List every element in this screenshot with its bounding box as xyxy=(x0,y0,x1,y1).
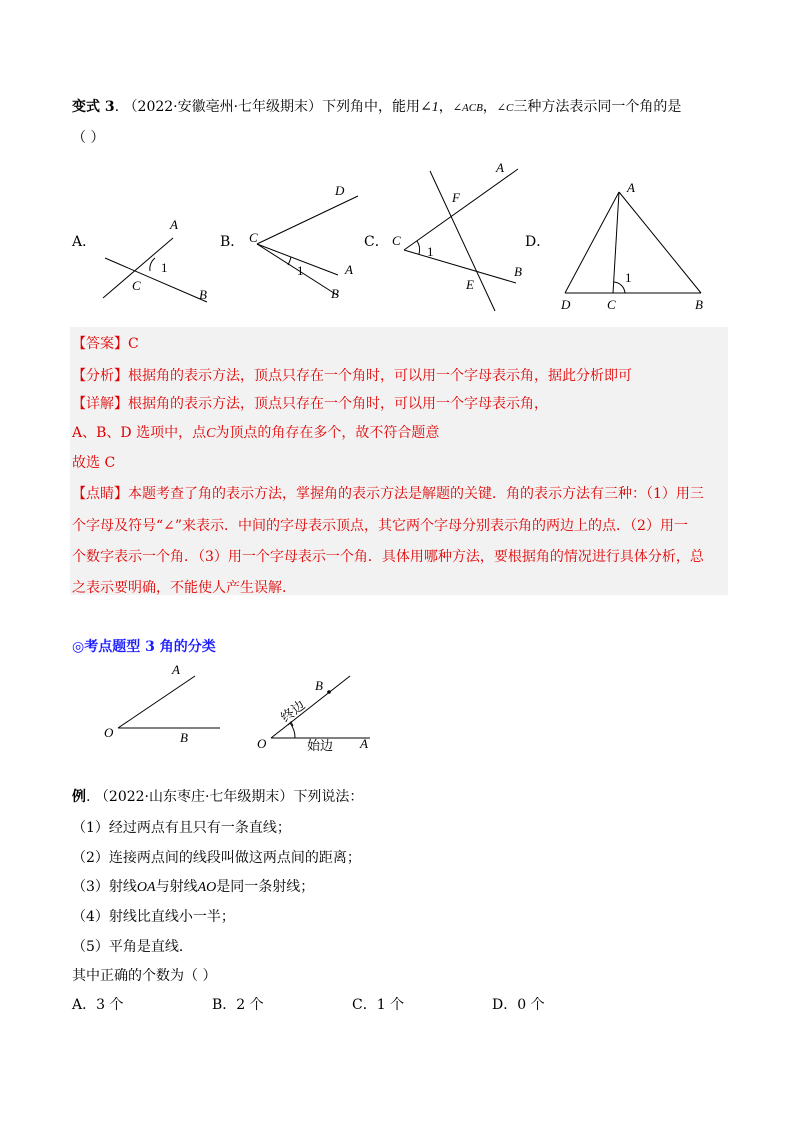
separator-2: ， xyxy=(482,99,497,115)
example-source: （2022·山东枣庄·七年级期末） xyxy=(94,789,294,805)
fig-b-point-a: A xyxy=(345,262,353,277)
figure-angle-rotation xyxy=(255,668,385,753)
fig-c-point-a: A xyxy=(496,160,504,175)
fig-rotation-point-b: B xyxy=(315,678,323,693)
section-heading xyxy=(72,637,216,657)
question-source: （2022·安徽亳州·七年级期末） xyxy=(123,99,323,115)
fig-rotation-point-a: A xyxy=(360,736,368,751)
detail-line-3: 故选 C xyxy=(72,455,116,471)
comment-line-1 xyxy=(72,484,704,504)
angle-symbol-1: ∠1 xyxy=(420,100,439,115)
ray-ao-symbol: AO xyxy=(197,880,217,895)
fig-a-angle-1: 1 xyxy=(161,260,168,275)
fig-c-point-c: C xyxy=(392,233,401,248)
fig-basic-point-b: B xyxy=(180,730,188,745)
fig-basic-point-a: A xyxy=(172,662,180,677)
statement-1: （1）经过两点有且只有一条直线； xyxy=(72,820,291,836)
fig-a-point-b: B xyxy=(199,287,207,302)
answer-line xyxy=(72,334,139,354)
detail-tag: 【详解】 xyxy=(72,396,128,412)
choice-b: B．2 个 xyxy=(212,997,264,1013)
statement-4: （4）射线比直线小一半； xyxy=(72,909,235,925)
answer-paren: （ ） xyxy=(72,130,105,146)
example-stem xyxy=(72,787,363,807)
fig-d-point-d: D xyxy=(561,297,571,312)
detail-line-2-symbol: C xyxy=(206,426,216,441)
fig-c-point-f: F xyxy=(452,190,460,205)
question-text-before: 下列角中，能用 xyxy=(322,99,421,115)
choice-d: D．0 个 xyxy=(492,997,545,1013)
example-text: 下列说法： xyxy=(293,789,364,805)
fig-c-point-b: B xyxy=(514,264,522,279)
comment-tag: 【点睛】 xyxy=(72,486,128,502)
start-side-label: 始边 xyxy=(307,738,334,753)
angle-symbol-acb: ∠ACB xyxy=(452,102,483,114)
ray-oa-symbol: OA xyxy=(136,880,156,895)
question-3-stem xyxy=(72,97,681,118)
answer-value: C xyxy=(128,336,139,352)
section-bullet-icon: ◎ xyxy=(72,639,85,655)
question-label: 变式 3 xyxy=(72,99,115,115)
analysis-tag: 【分析】 xyxy=(72,368,128,384)
comment-line-4: 之表示要明确，不能使人产生误解． xyxy=(72,580,296,596)
fig-a-point-a: A xyxy=(170,217,178,232)
fig-b-angle-1: 1 xyxy=(297,263,304,278)
example-label: 例 xyxy=(72,789,86,805)
example-question: 其中正确的个数为（ ） xyxy=(72,968,217,984)
fig-b-point-c: C xyxy=(249,230,258,245)
statement-3 xyxy=(72,877,314,898)
detail-text: 根据角的表示方法，顶点只存在一个角时，可以用一个字母表示角， xyxy=(128,396,548,412)
fig-d-point-a: A xyxy=(627,180,635,195)
option-b-label: B． xyxy=(220,234,245,250)
statement-5: （5）平角是直线． xyxy=(72,939,193,955)
end-side-label: 终边 xyxy=(277,697,308,725)
section-title: 考点题型 3 角的分类 xyxy=(84,639,216,655)
figure-option-d xyxy=(555,178,715,313)
option-d-label: D． xyxy=(525,234,551,250)
detail-line-2 xyxy=(72,423,439,444)
question-text-after: 三种方法表示同一个角的是 xyxy=(513,99,682,115)
separator-1: ， xyxy=(438,99,453,115)
analysis-line xyxy=(72,366,632,386)
choice-a: A．3 个 xyxy=(72,997,124,1013)
analysis-text: 根据角的表示方法，顶点只存在一个角时，可以用一个字母表示角，据此分析即可 xyxy=(128,368,632,384)
fig-basic-point-o: O xyxy=(104,725,114,740)
question-label-dot: . xyxy=(114,99,120,115)
figure-angle-basic xyxy=(100,660,225,745)
fig-c-point-e: E xyxy=(466,277,474,292)
statement-3-a: （3）射线 xyxy=(72,879,137,895)
fig-d-angle-1: 1 xyxy=(625,270,632,285)
comment-line-2: 个字母及符号“∠”来表示．中间的字母表示顶点，其它两个字母分别表示角的两边上的点．（2）用一 xyxy=(72,518,688,534)
fig-d-point-c: C xyxy=(607,297,616,312)
angle-symbol-c: ∠C xyxy=(496,102,514,114)
figure-option-c xyxy=(390,155,530,315)
detail-line-2-a: A、B、D 选项中，点 xyxy=(72,425,207,441)
option-a-label: A． xyxy=(72,234,97,250)
figure-option-a xyxy=(95,210,220,310)
statement-3-c: 是同一条射线； xyxy=(216,879,315,895)
comment-line-3: 个数字表示一个角．（3）用一个字母表示一个角．具体用哪种方法，要根据角的情况进行具体分析，总 xyxy=(72,549,704,565)
fig-b-point-b: B xyxy=(331,286,339,301)
fig-a-point-c: C xyxy=(132,278,141,293)
statement-2: （2）连接两点间的线段叫做这两点间的距离； xyxy=(72,850,361,866)
fig-c-angle-1: 1 xyxy=(427,244,434,259)
detail-line-2-b: 为顶点的角存在多个，故不符合题意 xyxy=(215,425,440,441)
figure-option-b xyxy=(245,178,365,308)
detail-line xyxy=(72,394,548,414)
option-c-label: C． xyxy=(364,234,389,250)
choice-c: C．1 个 xyxy=(352,997,405,1013)
answer-tag: 【答案】 xyxy=(72,336,128,352)
fig-d-point-b: B xyxy=(695,297,703,312)
comment-text-1: 本题考查了角的表示方法，掌握角的表示方法是解题的关键．角的表示方法有三种：（1）用三 xyxy=(128,486,704,502)
statement-3-b: 与射线 xyxy=(155,879,198,895)
example-dot: . xyxy=(86,789,91,805)
fig-rotation-point-o: O xyxy=(257,736,267,751)
fig-b-point-d: D xyxy=(335,183,345,198)
